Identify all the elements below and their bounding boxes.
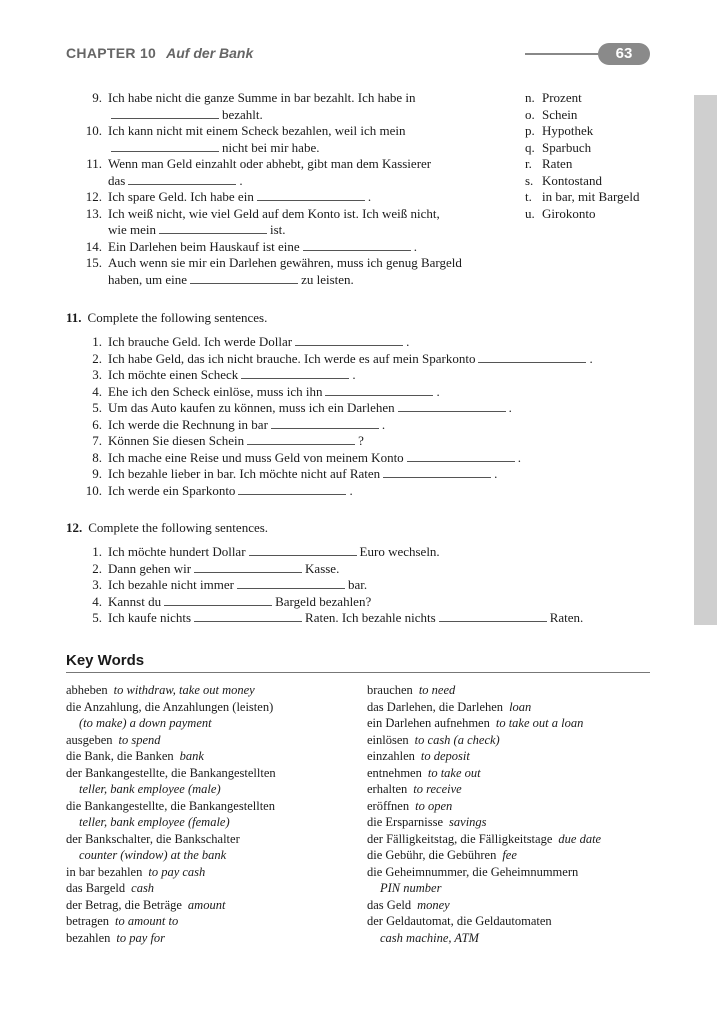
key-word-entry bbox=[66, 699, 276, 716]
answer-blank bbox=[237, 577, 345, 589]
exercise-line bbox=[66, 239, 462, 256]
sentence-text: nicht bei mir habe. bbox=[222, 139, 320, 155]
translation: to open bbox=[415, 798, 453, 813]
option-letter: o. bbox=[525, 106, 535, 122]
option-letter: r. bbox=[525, 156, 532, 171]
exercise-line bbox=[66, 140, 462, 157]
option-text: Raten bbox=[542, 156, 573, 171]
exercise-line bbox=[66, 206, 462, 223]
sentence-text: Raten. bbox=[549, 610, 584, 625]
translation: teller, bank employee (female) bbox=[79, 815, 230, 829]
sentence-text: Ein Darlehen beim Hauskauf ist eine bbox=[108, 238, 300, 254]
sentence-text: Ich kann nicht mit einem Scheck bezahlen, weil ich mein bbox=[108, 123, 406, 138]
item-number: 3. bbox=[92, 577, 102, 592]
translation: teller, bank employee (male) bbox=[79, 782, 221, 796]
german-term: das Geld bbox=[367, 897, 412, 912]
item-number: 9. bbox=[92, 90, 102, 105]
sentence-text: Ich brauche Geld. Ich werde Dollar bbox=[108, 334, 293, 349]
item-number: 10. bbox=[85, 482, 102, 498]
option-item bbox=[525, 156, 639, 173]
exercise-line bbox=[66, 189, 462, 206]
sentence-text: . bbox=[589, 350, 593, 366]
german-term: abheben bbox=[66, 683, 108, 697]
sentence-text: . bbox=[239, 172, 243, 188]
option-letter: q. bbox=[525, 139, 535, 155]
german-term: die Anzahlung, die Anzahlungen (leisten) bbox=[66, 699, 274, 714]
key-word-entry bbox=[367, 765, 601, 782]
german-term: entnehmen bbox=[367, 765, 422, 780]
option-item bbox=[525, 90, 639, 107]
german-term: der Fälligkeitstag, die Fälligkeitstage bbox=[367, 831, 553, 846]
sentence-text: haben, um eine bbox=[108, 271, 188, 287]
translation: loan bbox=[509, 699, 532, 714]
exercise-line bbox=[66, 351, 593, 368]
answer-blank bbox=[407, 450, 515, 462]
key-word-entry bbox=[66, 715, 276, 732]
key-word-entry bbox=[66, 930, 276, 947]
german-term: das Darlehen, die Darlehen bbox=[367, 699, 504, 714]
exercise-number: 11. bbox=[66, 310, 82, 325]
exercise-12-list bbox=[66, 544, 583, 627]
exercise-line bbox=[66, 173, 462, 190]
exercise-line bbox=[66, 544, 583, 561]
german-term: der Geldautomat, die Geldautomaten bbox=[367, 914, 552, 928]
option-item bbox=[525, 206, 639, 223]
translation: to deposit bbox=[420, 749, 470, 763]
answer-blank bbox=[271, 417, 379, 429]
sentence-text: Ich weiß nicht, wie viel Geld auf dem Konto ist. Ich weiß nicht, bbox=[108, 205, 440, 221]
translation: due date bbox=[558, 831, 602, 846]
sentence-text: wie mein bbox=[108, 222, 157, 237]
answer-blank bbox=[247, 433, 355, 445]
exercise-line bbox=[66, 384, 593, 401]
item-number: 6. bbox=[92, 416, 102, 432]
sentence-text: Ich habe Geld, das ich nicht brauche. Ich werde es auf mein Sparkonto bbox=[108, 350, 476, 366]
key-word-entry bbox=[66, 913, 276, 930]
translation: to take out a loan bbox=[495, 716, 584, 730]
option-text: in bar, mit Bargeld bbox=[542, 189, 640, 204]
option-letter: p. bbox=[525, 123, 535, 138]
key-word-entry bbox=[367, 814, 601, 831]
answer-options bbox=[525, 90, 639, 222]
option-item bbox=[525, 173, 639, 190]
answer-blank bbox=[194, 561, 302, 573]
item-number: 4. bbox=[92, 383, 102, 399]
key-word-entry bbox=[367, 913, 601, 930]
answer-blank bbox=[111, 107, 219, 119]
answer-blank bbox=[241, 367, 349, 379]
german-term: die Gebühr, die Gebühren bbox=[367, 848, 497, 862]
translation: counter (window) at the bank bbox=[79, 848, 227, 862]
sentence-text: . bbox=[517, 449, 521, 465]
translation: to cash (a check) bbox=[414, 732, 500, 747]
sentence-text: Ich mache eine Reise und muss Geld von meinem Konto bbox=[108, 449, 404, 465]
key-word-entry bbox=[367, 715, 601, 732]
item-number: 12. bbox=[85, 189, 102, 204]
answer-blank bbox=[398, 400, 506, 412]
answer-blank bbox=[194, 610, 302, 622]
key-word-entry bbox=[66, 748, 276, 765]
translation: to spend bbox=[118, 732, 161, 747]
key-word-entry bbox=[66, 897, 276, 914]
german-term: der Bankangestellte, die Bankangestellten bbox=[66, 765, 276, 780]
option-item bbox=[525, 123, 639, 140]
item-number: 4. bbox=[92, 593, 102, 609]
translation: to need bbox=[418, 683, 456, 697]
item-number: 7. bbox=[92, 433, 102, 448]
key-word-entry bbox=[367, 930, 601, 947]
answer-blank bbox=[111, 140, 219, 152]
sentence-text: Um das Auto kaufen zu können, muss ich ein Darlehen bbox=[108, 400, 395, 415]
sentence-text: . bbox=[352, 367, 356, 382]
sentence-text: bar. bbox=[347, 577, 368, 592]
key-word-entry bbox=[367, 699, 601, 716]
german-term: eröffnen bbox=[367, 798, 410, 813]
exercise-line bbox=[66, 367, 593, 384]
key-word-entry bbox=[367, 781, 601, 798]
exercise-line bbox=[66, 107, 462, 124]
key-word-entry bbox=[367, 732, 601, 749]
exercise-number: 12. bbox=[66, 520, 83, 535]
item-number: 1. bbox=[92, 544, 102, 559]
instruction: Complete the following sentences. bbox=[87, 310, 268, 325]
german-term: in bar bezahlen bbox=[66, 864, 143, 879]
sentence-text: ist. bbox=[270, 222, 286, 237]
answer-blank bbox=[303, 239, 411, 251]
sentence-text: . bbox=[367, 189, 372, 204]
german-term: die Bankangestellte, die Bankangestellten bbox=[66, 798, 275, 813]
exercise-line bbox=[66, 123, 462, 140]
german-term: brauchen bbox=[367, 683, 413, 697]
header-rule bbox=[525, 53, 605, 55]
item-number: 5. bbox=[92, 610, 102, 625]
sentence-text: Bargeld bezahlen? bbox=[275, 593, 372, 609]
german-term: einzahlen bbox=[367, 749, 415, 763]
sentence-text: zu leisten. bbox=[301, 271, 354, 287]
answer-blank bbox=[238, 483, 346, 495]
exercise-line bbox=[66, 334, 593, 351]
key-word-entry bbox=[367, 847, 601, 864]
sentence-text: Ich kaufe nichts bbox=[108, 610, 192, 625]
exercise-line bbox=[66, 577, 583, 594]
answer-blank bbox=[257, 189, 365, 201]
sentence-text: Auch wenn sie mir ein Darlehen gewähren, muss ich genug Bargeld bbox=[108, 255, 462, 270]
sentence-text: . bbox=[349, 482, 353, 498]
answer-blank bbox=[439, 610, 547, 622]
sentence-text: . bbox=[381, 416, 386, 432]
exercise-line bbox=[66, 433, 593, 450]
option-text: Sparbuch bbox=[542, 139, 592, 155]
option-item bbox=[525, 189, 639, 206]
key-word-entry bbox=[66, 798, 276, 815]
translation: bank bbox=[179, 749, 204, 763]
option-item bbox=[525, 140, 639, 157]
answer-blank bbox=[249, 544, 357, 556]
translation: money bbox=[417, 897, 450, 912]
exercise-line bbox=[66, 450, 593, 467]
item-number: 2. bbox=[92, 350, 102, 366]
chapter-number: CHAPTER 10 bbox=[66, 45, 157, 61]
sentence-text: . bbox=[436, 383, 440, 399]
option-letter: u. bbox=[525, 205, 535, 221]
translation: to pay for bbox=[116, 930, 166, 945]
exercise-line bbox=[66, 255, 462, 272]
german-term: erhalten bbox=[367, 782, 408, 796]
exercise-12-heading bbox=[66, 520, 268, 536]
item-number: 1. bbox=[92, 334, 102, 349]
instruction: Complete the following sentences. bbox=[88, 520, 269, 535]
item-number: 8. bbox=[92, 449, 102, 465]
item-number: 3. bbox=[92, 367, 102, 382]
item-number: 9. bbox=[92, 466, 102, 481]
key-word-entry bbox=[66, 781, 276, 798]
exercise-line bbox=[66, 156, 462, 173]
option-text: Schein bbox=[542, 106, 578, 122]
key-word-entry bbox=[66, 831, 276, 848]
sentence-text: Ich möchte einen Scheck bbox=[108, 367, 239, 382]
translation: to pay cash bbox=[148, 864, 206, 879]
key-words-heading: Key Words bbox=[66, 652, 145, 669]
item-number: 2. bbox=[92, 560, 102, 576]
german-term: bezahlen bbox=[66, 930, 111, 945]
key-word-entry bbox=[66, 814, 276, 831]
exercise-line bbox=[66, 610, 583, 627]
option-text: Prozent bbox=[542, 90, 582, 105]
sentence-text: Kasse. bbox=[305, 560, 340, 576]
answer-blank bbox=[159, 222, 267, 234]
sentence-text: Raten. Ich bezahle nichts bbox=[305, 610, 436, 625]
item-number: 5. bbox=[92, 400, 102, 415]
key-word-entry bbox=[66, 847, 276, 864]
sentence-text: Ich bezahle lieber in bar. Ich möchte nicht auf Raten bbox=[108, 466, 381, 481]
exercise-line bbox=[66, 400, 593, 417]
sentence-text: Kannst du bbox=[108, 593, 162, 609]
chapter-title: Auf der Bank bbox=[166, 45, 254, 61]
translation: PIN number bbox=[380, 881, 442, 895]
exercise-line bbox=[66, 90, 462, 107]
sentence-text: Ich werde ein Sparkonto bbox=[108, 482, 236, 498]
sentence-text: Ehe ich den Scheck einlöse, muss ich ihn bbox=[108, 383, 323, 399]
exercise-line bbox=[66, 594, 583, 611]
page-number: 63 bbox=[598, 43, 650, 65]
sentence-text: ? bbox=[358, 433, 364, 448]
translation: fee bbox=[502, 848, 517, 862]
sentence-text: Ich werde die Rechnung in bar bbox=[108, 416, 268, 432]
key-word-entry bbox=[367, 864, 601, 881]
sentence-text: Euro wechseln. bbox=[359, 544, 440, 559]
option-text: Girokonto bbox=[542, 205, 596, 221]
answer-blank bbox=[164, 594, 272, 606]
item-number: 15. bbox=[85, 255, 102, 270]
key-word-entry bbox=[367, 897, 601, 914]
sentence-text: das bbox=[108, 172, 126, 188]
sentence-text: Wenn man Geld einzahlt oder abhebt, gibt man dem Kassierer bbox=[108, 156, 432, 171]
translation: (to make) a down payment bbox=[79, 716, 212, 730]
option-text: Kontostand bbox=[542, 172, 602, 188]
key-word-entry bbox=[367, 682, 601, 699]
answer-blank bbox=[325, 384, 433, 396]
exercise-line bbox=[66, 561, 583, 578]
key-word-entry bbox=[66, 765, 276, 782]
answer-blank bbox=[190, 272, 298, 284]
sentence-text: Ich habe nicht die ganze Summe in bar bezahlt. Ich habe in bbox=[108, 90, 416, 105]
translation: cash machine, ATM bbox=[380, 930, 479, 945]
german-term: einlösen bbox=[367, 732, 409, 747]
exercise-10-continued bbox=[66, 90, 462, 288]
item-number: 10. bbox=[85, 123, 102, 138]
key-word-entry bbox=[66, 880, 276, 897]
translation: to amount to bbox=[115, 914, 179, 928]
translation: amount bbox=[187, 897, 226, 912]
sentence-text: Dann gehen wir bbox=[108, 560, 192, 576]
answer-blank bbox=[295, 334, 403, 346]
option-letter: n. bbox=[525, 90, 535, 105]
exercise-line bbox=[66, 417, 593, 434]
sentence-text: Können Sie diesen Schein bbox=[108, 433, 245, 448]
item-number: 14. bbox=[85, 238, 102, 254]
german-term: der Betrag, die Beträge bbox=[66, 897, 182, 912]
sentence-text: . bbox=[508, 400, 512, 415]
answer-blank bbox=[128, 173, 236, 185]
german-term: der Bankschalter, die Bankschalter bbox=[66, 831, 240, 846]
german-term: ausgeben bbox=[66, 732, 113, 747]
translation: to take out bbox=[427, 765, 481, 780]
sentence-text: bezahlt. bbox=[222, 106, 263, 122]
sentence-text: Ich möchte hundert Dollar bbox=[108, 544, 246, 559]
key-word-entry bbox=[367, 798, 601, 815]
sentence-text: . bbox=[494, 466, 498, 481]
exercise-11-heading bbox=[66, 310, 267, 326]
answer-blank bbox=[478, 351, 586, 363]
option-text: Hypothek bbox=[542, 123, 594, 138]
german-term: die Geheimnummer, die Geheimnummern bbox=[367, 864, 579, 879]
exercise-line bbox=[66, 222, 462, 239]
german-term: die Bank, die Banken bbox=[66, 749, 174, 763]
translation: to receive bbox=[413, 782, 462, 796]
key-words-left-column bbox=[66, 682, 276, 946]
option-letter: s. bbox=[525, 172, 534, 188]
german-term: ein Darlehen aufnehmen bbox=[367, 716, 490, 730]
exercise-line bbox=[66, 466, 593, 483]
key-word-entry bbox=[66, 864, 276, 881]
key-word-entry bbox=[66, 682, 276, 699]
sentence-text: Ich bezahle nicht immer bbox=[108, 577, 234, 592]
option-item bbox=[525, 107, 639, 124]
item-number: 13. bbox=[85, 205, 102, 221]
key-word-entry bbox=[367, 748, 601, 765]
answer-blank bbox=[383, 466, 491, 478]
exercise-line bbox=[66, 483, 593, 500]
sentence-text: . bbox=[406, 334, 410, 349]
chapter-header bbox=[66, 45, 253, 61]
key-words-right-column bbox=[367, 682, 601, 946]
german-term: das Bargeld bbox=[66, 881, 126, 895]
translation: savings bbox=[449, 815, 487, 829]
german-term: die Ersparnisse bbox=[367, 815, 444, 829]
sentence-text: Ich spare Geld. Ich habe ein bbox=[108, 189, 254, 204]
sentence-text: . bbox=[413, 238, 417, 254]
translation: to withdraw, take out money bbox=[113, 683, 255, 697]
exercise-line bbox=[66, 272, 462, 289]
key-word-entry bbox=[66, 732, 276, 749]
side-thumb-tab bbox=[694, 95, 717, 625]
german-term: betragen bbox=[66, 914, 110, 928]
key-word-entry bbox=[367, 880, 601, 897]
item-number: 11. bbox=[86, 156, 102, 171]
key-words-rule bbox=[66, 672, 650, 673]
option-letter: t. bbox=[525, 189, 532, 204]
key-word-entry bbox=[367, 831, 601, 848]
exercise-11-list bbox=[66, 334, 593, 499]
translation: cash bbox=[131, 881, 155, 895]
